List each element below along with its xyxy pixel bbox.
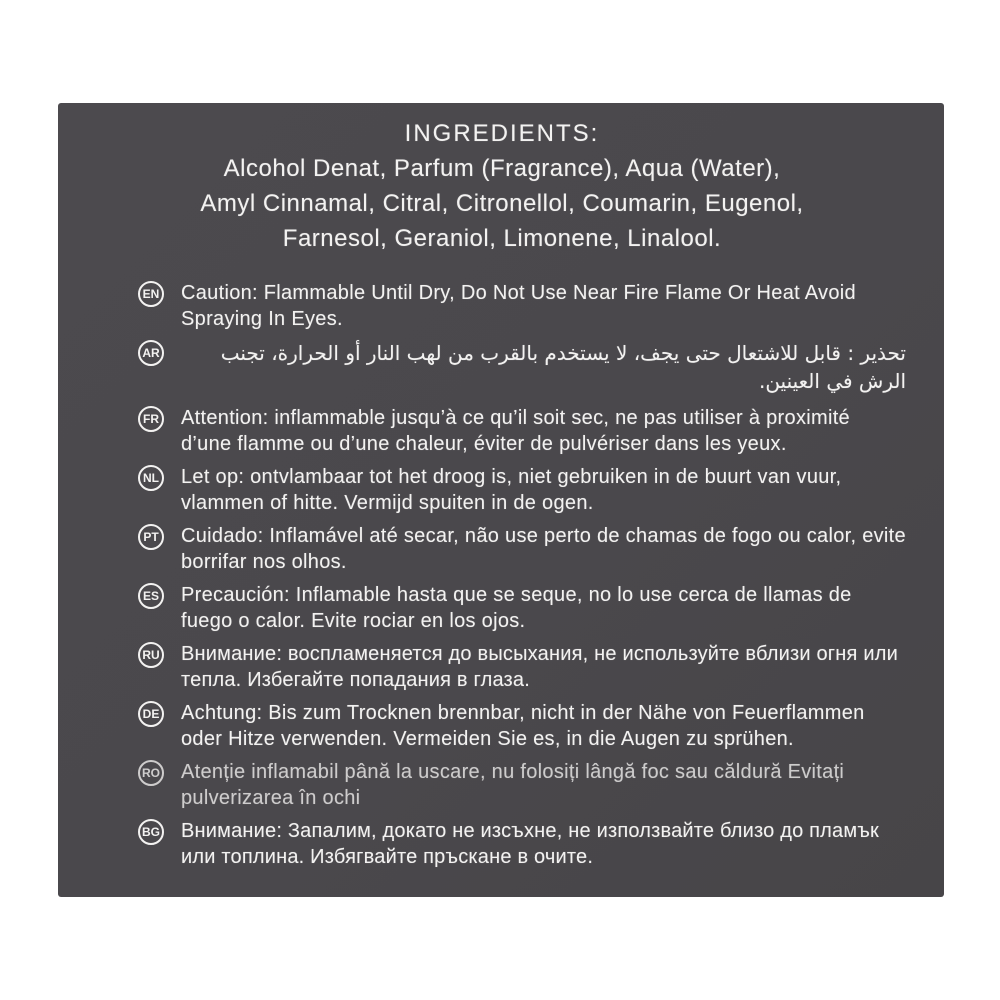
warning-row-nl [138, 464, 906, 516]
warning-text-nl: Let op: ontvlambaar tot het droog is, niet gebruiken in de buurt van vuur, vlammen of hitte. Vermijd spuiten in de ogen. [181, 466, 842, 514]
warning-text-de: Achtung: Bis zum Trocknen brennbar, nicht in der Nähe von Feuerflammen oder Hitze verwenden. Vermeiden Sie es, in die Augen zu sprühen. [181, 702, 865, 750]
lang-badge-en-icon: EN [138, 281, 164, 307]
lang-badge-nl-icon: NL [138, 465, 164, 491]
warning-row-es [138, 582, 906, 634]
warning-text-en: Caution: Flammable Until Dry, Do Not Use Near Fire Flame Or Heat Avoid Spraying In Eyes. [181, 282, 856, 330]
lang-badge-ru-icon: RU [138, 642, 164, 668]
warning-text-es: Precaución: Inflamable hasta que se seque, no lo use cerca de llamas de fuego o calor. Evite rociar en los ojos. [181, 584, 852, 632]
ingredients-line: Amyl Cinnamal, Citral, Citronellol, Coumarin, Eugenol, [200, 190, 804, 217]
warning-row-fr [138, 405, 906, 457]
warning-row-en [138, 280, 906, 332]
lang-badge-bg-icon: BG [138, 819, 164, 845]
warning-text-ar: تحذير : قابل للاشتعال حتى يجف، لا يستخدم بالقرب من لهب النار أو الحرارة، تجنب الرش في العينين. [220, 341, 906, 393]
warning-row-ro [138, 759, 906, 811]
lang-badge-pt-icon: PT [138, 524, 164, 550]
lang-badge-ro-icon: RO [138, 760, 164, 786]
warning-text-ru: Внимание: воспламеняется до высыхания, не используйте вблизи огня или тепла. Избегайте попадания в глаза. [181, 643, 898, 691]
warning-row-ru [138, 641, 906, 693]
lang-badge-fr-icon: FR [138, 406, 164, 432]
warning-text-ro: Atenție inflamabil până la uscare, nu folosiți lângă foc sau căldură Evitați pulverizarea în ochi [181, 761, 845, 809]
warning-text-pt: Cuidado: Inflamável até secar, não use perto de chamas de fogo ou calor, evite borrifar nos olhos. [181, 525, 906, 573]
warning-text-bg: Внимание: Запалим, докато не изсъхне, не използвайте близо до пламък или топлина. Избягвайте пръскане в очите. [181, 820, 879, 868]
ingredients-line: Farnesol, Geraniol, Limonene, Linalool. [282, 225, 722, 252]
warning-row-pt [138, 523, 906, 575]
product-label [58, 103, 944, 897]
lang-badge-de-icon: DE [138, 701, 164, 727]
warning-row-bg [138, 818, 906, 870]
lang-badge-ar-icon: AR [138, 340, 164, 366]
warning-row-de [138, 700, 906, 752]
lang-badge-es-icon: ES [138, 583, 164, 609]
ingredients-title: INGREDIENTS: [404, 120, 600, 147]
ingredients-line: Alcohol Denat, Parfum (Fragrance), Aqua (Water), [223, 155, 781, 182]
warning-text-fr: Attention: inflammable jusqu’à ce qu’il soit sec, ne pas utiliser à proximité d’une flamme ou d’une chaleur, éviter de pulvériser dans les yeux. [181, 407, 850, 455]
warning-row-ar [138, 339, 906, 395]
ingredients-section [98, 117, 906, 256]
